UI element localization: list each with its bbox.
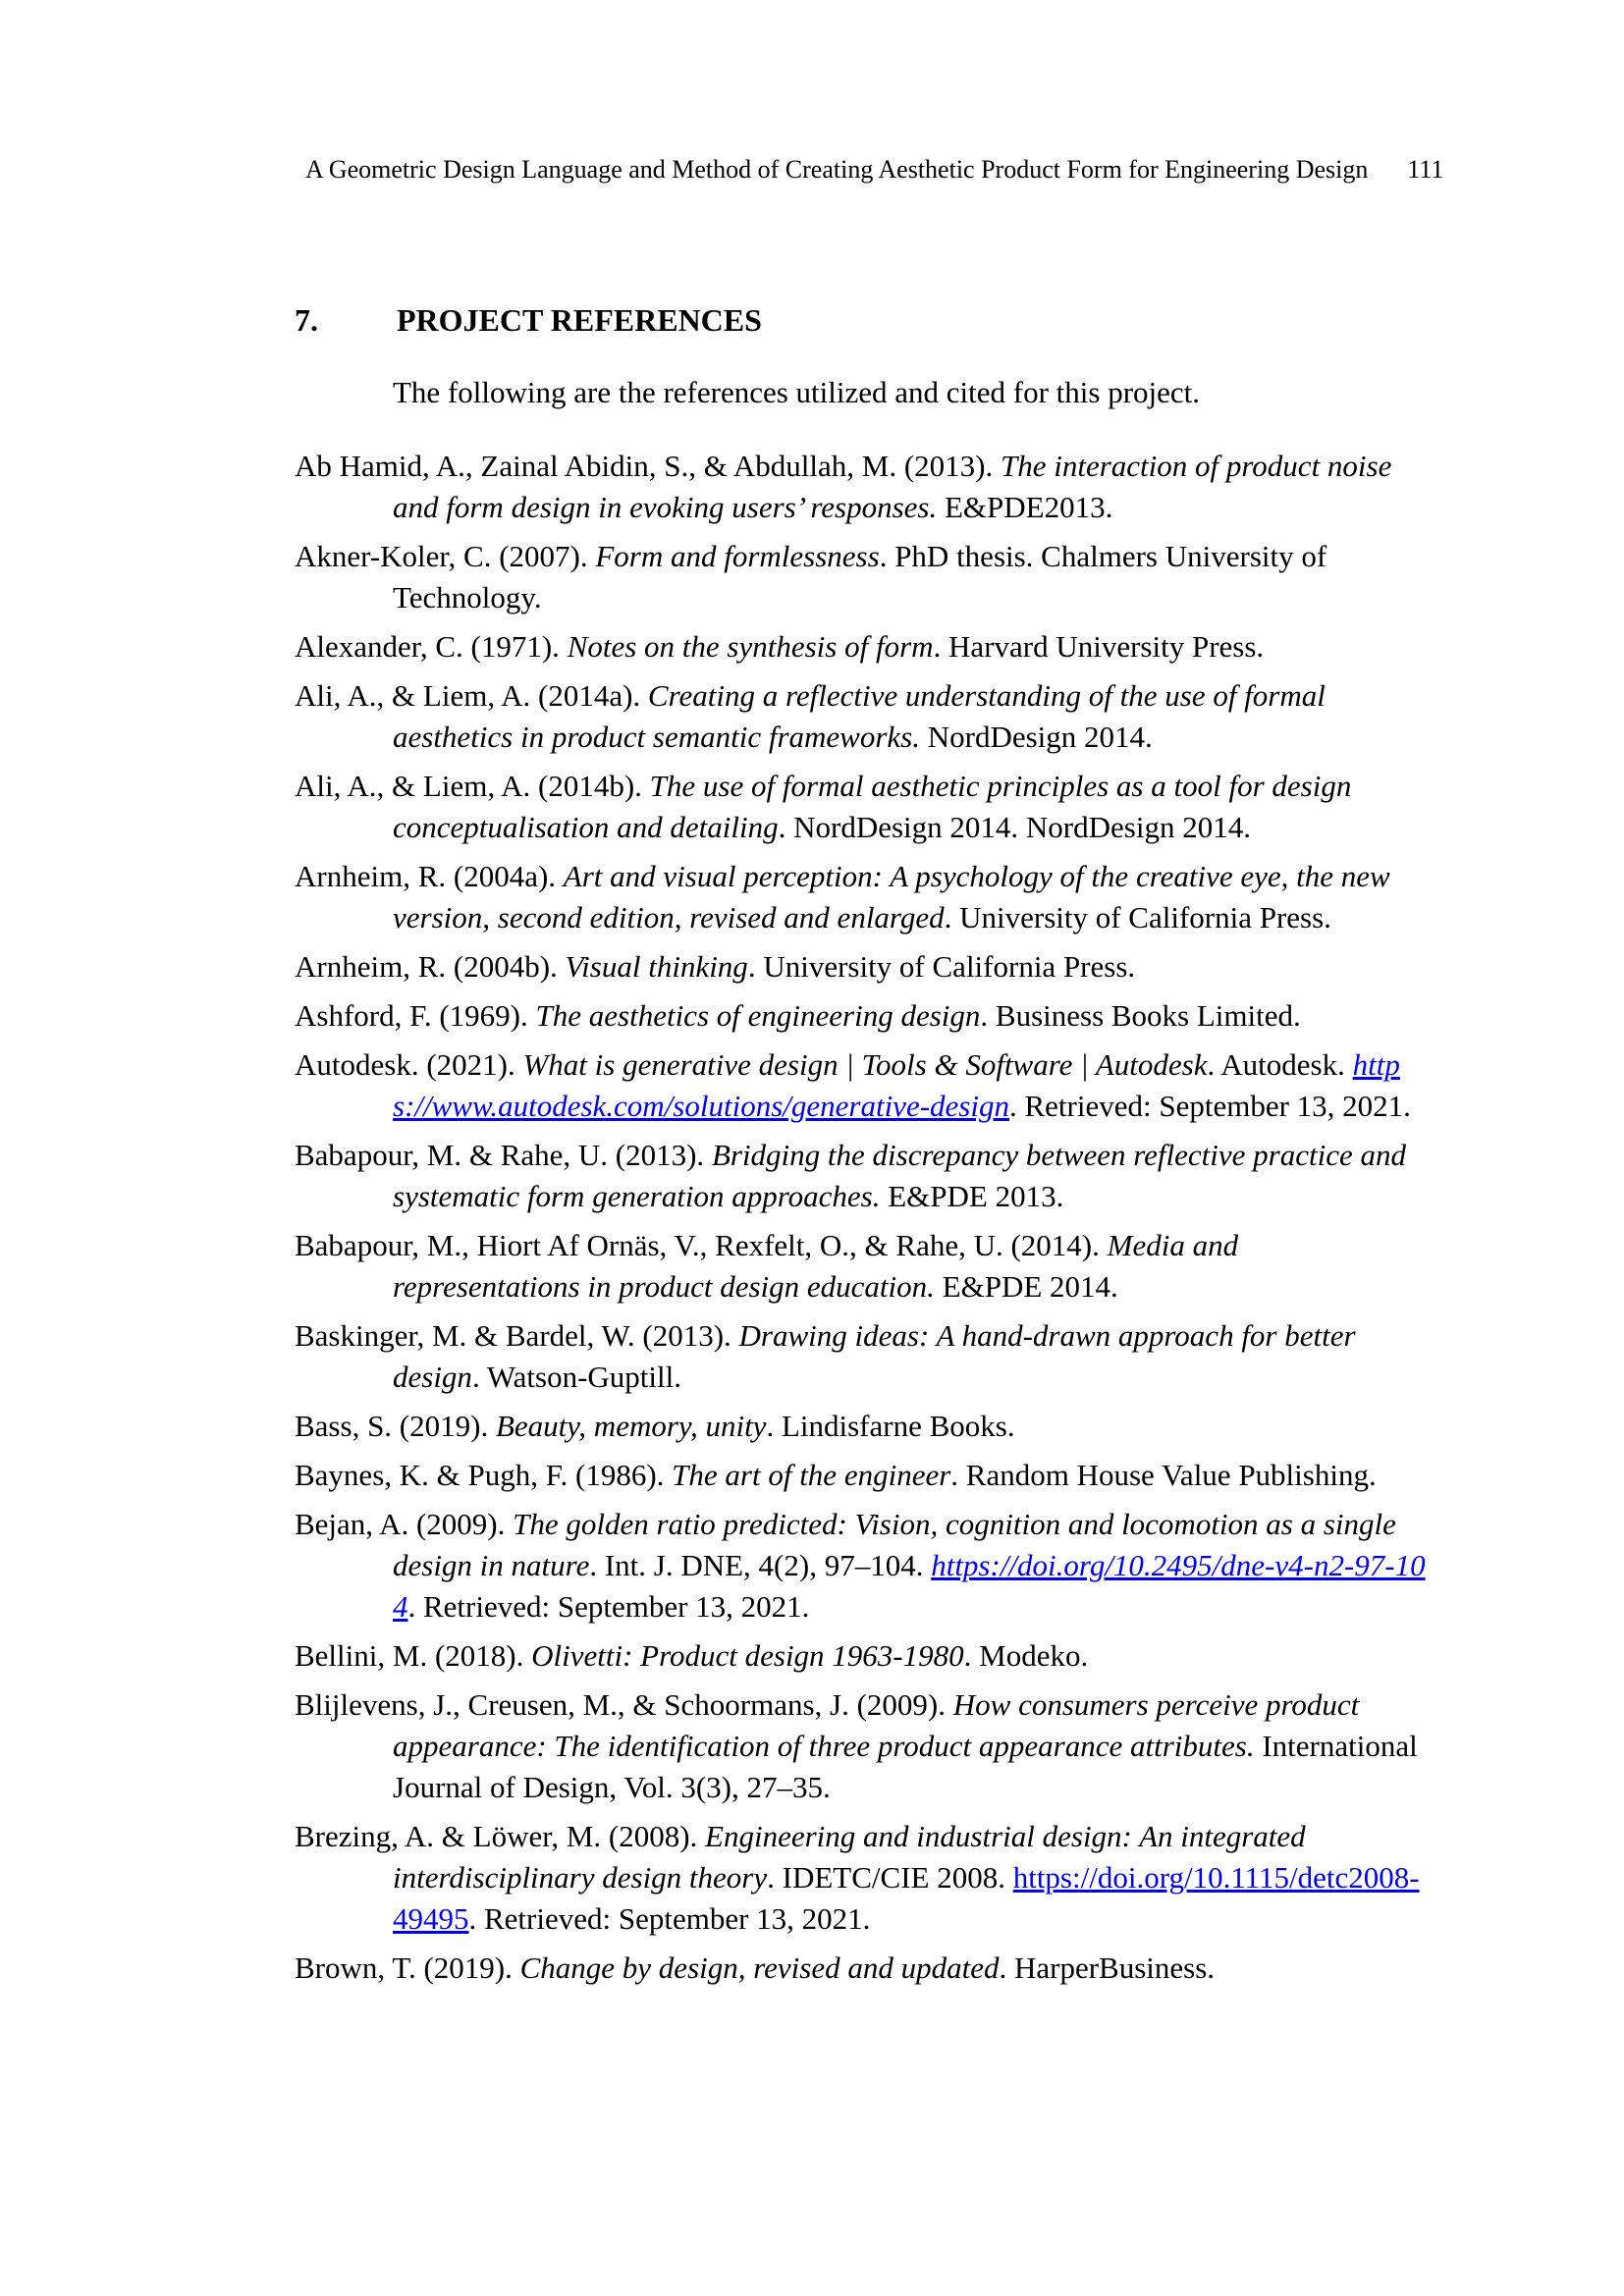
reference-text: The use of formal aesthetic principles as a tool for design conceptualisation and detailing [393,769,1352,844]
reference-text: Bass, S. (2019). [295,1409,496,1443]
reference-entry [295,1135,1426,1217]
reference-text: How consumers perceive product appearance: The identification of three product appearance attributes. [393,1687,1360,1763]
reference-entry [295,536,1426,618]
reference-text: Arnheim, R. (2004b). [295,949,566,984]
reference-entry [295,1455,1426,1496]
reference-text: . Autodesk. [1207,1047,1353,1082]
reference-text: The golden ratio predicted: Vision, cognition and locomotion as a single design in nature [393,1507,1396,1582]
running-header-title: A Geometric Design Language and Method of Creating Aesthetic Product Form for Engineering Design [305,155,1369,184]
reference-entry [295,946,1426,988]
reference-text: Art and visual perception: A psychology of the creative eye, the new version, second edition, revised and enlarged [393,859,1390,934]
reference-text: Babapour, M. & Rahe, U. (2013). [295,1138,712,1172]
reference-text: . Retrieved: September 13, 2021. [1008,1089,1411,1123]
reference-text: E&PDE 2014. [934,1269,1118,1304]
reference-entry [295,1684,1426,1808]
reference-text: Ashford, F. (1969). [295,998,536,1033]
reference-text: What is generative design | Tools & Software | Autodesk [522,1047,1208,1082]
reference-entry [295,766,1426,848]
reference-text: Brown, T. (2019). [295,1950,520,1985]
reference-entry [295,1315,1426,1398]
references-list [295,446,1426,1989]
reference-text: Ali, A., & Liem, A. (2014b). [295,769,650,803]
reference-text: . IDETC/CIE 2008. [767,1860,1013,1895]
reference-text: NordDesign 2014. [919,720,1153,754]
reference-text: Blijlevens, J., Creusen, M., & Schoormans, J. (2009). [295,1687,953,1722]
reference-text: . Business Books Limited. [980,998,1301,1033]
page-number: 111 [1407,155,1444,184]
reference-text: Creating a reflective understanding of the use of formal aesthetics in product semantic frameworks. [393,678,1326,754]
reference-text: . Harvard University Press. [933,629,1265,664]
reference-text: . University of California Press. [747,949,1136,984]
reference-entry [295,675,1426,758]
reference-text: The art of the engineer [672,1458,951,1492]
reference-text: Brezing, A. & Löwer, M. (2008). [295,1819,706,1853]
reference-text: . NordDesign 2014. NordDesign 2014. [778,810,1251,844]
reference-text: . Watson-Guptill. [471,1360,682,1394]
reference-text: Babapour, M., Hiort Af Ornäs, V., Rexfelt, O., & Rahe, U. (2014). [295,1228,1108,1262]
reference-text: Drawing ideas: A hand-drawn approach for better design [393,1318,1356,1394]
reference-text: Engineering and industrial design: An integrated interdisciplinary design theory [393,1819,1306,1895]
section-number: 7. [295,302,318,338]
section-heading-row [295,299,1426,341]
reference-text: . HarperBusiness. [999,1950,1216,1985]
running-header [305,155,1444,185]
reference-text: Bridging the discrepancy between reflective practice and systematic form generation approaches. [393,1138,1406,1213]
reference-text: Alexander, C. (1971). [295,629,568,664]
reference-text: Bejan, A. (2009). [295,1507,514,1541]
reference-entry [295,1816,1426,1940]
reference-text: . Lindisfarne Books. [766,1409,1015,1443]
reference-text: Baskinger, M. & Bardel, W. (2013). [295,1318,739,1353]
reference-link[interactable]: https://doi.org/10.1115/detc2008-49495 [393,1860,1420,1936]
reference-text: . Retrieved: September 13, 2021. [468,1901,871,1936]
reference-text: Akner-Koler, C. (2007). [295,539,596,573]
reference-text: Ab Hamid, A., Zainal Abidin, S., & Abdullah, M. (2013). [295,449,1001,483]
intro-text: The following are the references utilized and cited for this project. [393,375,1201,409]
reference-entry [295,626,1426,667]
reference-entry [295,446,1426,528]
reference-entry [295,1044,1426,1127]
reference-text: . Modeko. [963,1638,1089,1673]
reference-entry [295,1406,1426,1447]
reference-entry [295,1635,1426,1677]
reference-text: International Journal of Design, Vol. 3(3), 27–35. [393,1729,1418,1804]
reference-text: Arnheim, R. (2004a). [295,859,564,893]
page-content [295,299,1426,1989]
reference-text: Bellini, M. (2018). [295,1638,532,1673]
reference-entry [295,995,1426,1037]
reference-text: Notes on the synthesis of form [567,629,934,664]
reference-text: . Retrieved: September 13, 2021. [407,1589,810,1624]
reference-text: . Int. J. DNE, 4(2), 97–104. [589,1548,932,1582]
reference-link[interactable]: https://www.autodesk.com/solutions/generative-design [393,1047,1400,1123]
reference-text: The interaction of product noise and form design in evoking users’ responses. [393,449,1392,524]
reference-entry [295,856,1426,938]
reference-text: Change by design, revised and updated [519,1950,1000,1985]
reference-text: . Random House Value Publishing. [950,1458,1377,1492]
reference-text: E&PDE2013. [937,490,1113,524]
reference-text: Olivetti: Product design 1963-1980 [531,1638,964,1673]
reference-text: Baynes, K. & Pugh, F. (1986). [295,1458,673,1492]
reference-text: The aesthetics of engineering design [535,998,981,1033]
reference-entry [295,1504,1426,1628]
reference-text: Autodesk. (2021). [295,1047,523,1082]
reference-text: E&PDE 2013. [880,1179,1064,1213]
reference-text: Visual thinking [565,949,748,984]
reference-text: Beauty, memory, unity [495,1409,767,1443]
reference-text: . PhD thesis. Chalmers University of Technology. [393,539,1327,614]
section-heading: PROJECT REFERENCES [397,302,762,338]
reference-entry [295,1948,1426,1989]
reference-text: . University of California Press. [944,900,1331,934]
reference-link[interactable]: https://doi.org/10.2495/dne-v4-n2-97-104 [393,1548,1426,1624]
reference-text: Media and representations in product design education. [393,1228,1239,1304]
reference-entry [295,1225,1426,1308]
reference-text: Ali, A., & Liem, A. (2014a). [295,678,648,713]
reference-text: Form and formlessness [595,539,880,573]
